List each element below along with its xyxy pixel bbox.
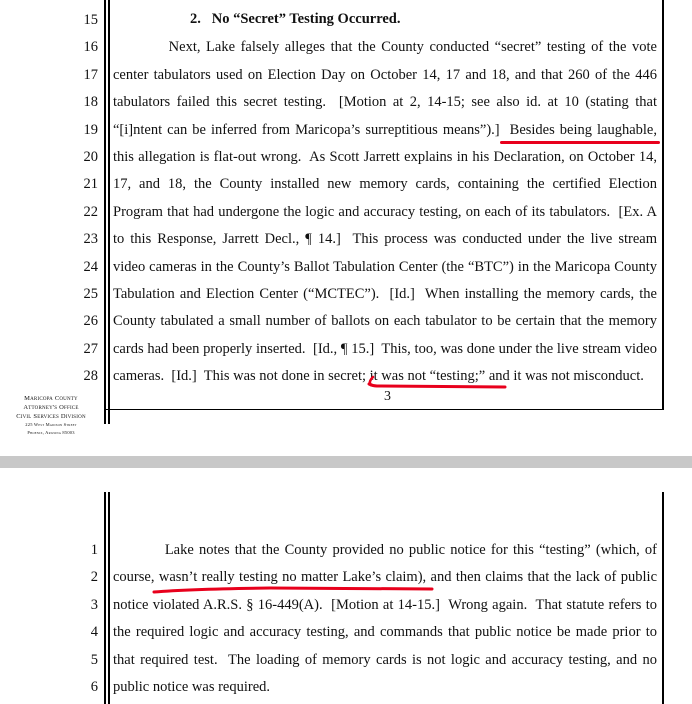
body-text-line: County tabulated a small number of ballots on each tabulator to be certain that the memory (113, 313, 657, 330)
line-number: 19 (83, 121, 98, 138)
left-margin-rule-outer (104, 0, 106, 424)
office-footer (6, 394, 96, 437)
footer-line: 225 West Madison Street (25, 422, 77, 427)
page-separator (0, 456, 692, 468)
line-number: 22 (83, 203, 98, 220)
footer-line: Maricopa County (24, 395, 78, 402)
left-margin-rule-inner (108, 492, 110, 704)
body-text-line: cards had been properly inserted. [Id., ¶ 15.] This, too, was done under the live stream video (113, 340, 657, 357)
line-number: 28 (83, 368, 98, 385)
line-number: 23 (83, 231, 98, 248)
line-number: 20 (83, 149, 98, 165)
line-number: 4 (90, 624, 98, 641)
line-number: 16 (83, 39, 98, 56)
body-text-line: notice violated A.R.S. § 16-449(A). [Motion at 14-15.] Wrong again. That statute refers to (113, 596, 657, 613)
line-number: 1 (90, 542, 98, 558)
line-number: 15 (83, 12, 98, 28)
body-text-line: “[i]ntent can be inferred from Maricopa’s surreptitious means”).] Besides being laughable, (113, 121, 657, 138)
body-text-line: tabulators failed this secret testing. [Motion at 2, 14-15; see also id. at 10 (stating that (113, 94, 657, 111)
line-number: 21 (83, 176, 98, 193)
footer-line: Phoenix, Arizona 85003 (27, 430, 75, 435)
document-page-bottom (0, 468, 692, 704)
line-number: 17 (83, 66, 98, 83)
line-number: 2 (90, 569, 98, 586)
body-text-line: to this Response, Jarrett Decl., ¶ 14.] This process was conducted under the live stream (113, 231, 657, 248)
body-text-line: Program that had undergone the logic and accuracy testing, on each of its tabulators. [Ex. A (113, 203, 657, 220)
footer-line: Attorney's Office (23, 404, 79, 411)
body-text-line: cameras. [Id.] This was not done in secret; it was not “testing;” and it was not misconduct. (113, 368, 644, 385)
body-text-line: that required test. The loading of memory cards is not logic and accuracy testing, and no (113, 651, 657, 668)
line-number: 25 (83, 286, 98, 302)
red-underline-annotation (150, 584, 440, 598)
line-number: 27 (83, 340, 98, 357)
left-margin-rule-outer (104, 492, 106, 704)
line-number: 26 (83, 313, 98, 330)
line-number: 5 (90, 651, 98, 668)
body-text-line: this allegation is flat-out wrong. As Scott Jarrett explains in his Declaration, on October 14, (113, 149, 657, 165)
right-margin-rule (662, 0, 664, 410)
red-underline-annotation (500, 141, 660, 144)
body-text-line: Lake notes that the County provided no public notice for this “testing” (which, of (113, 542, 657, 558)
right-margin-rule (662, 492, 664, 704)
section-heading: 2. No “Secret” Testing Occurred. (190, 11, 401, 27)
body-text-line: center tabulators used on Election Day on October 14, 17 and 18, and that 260 of the 446 (113, 66, 657, 83)
footer-line: Civil Services Division (16, 413, 86, 420)
body-text-line: Tabulation and Election Center (“MCTEC”). [Id.] When installing the memory cards, the (113, 286, 657, 302)
body-text-line: video cameras in the County’s Ballot Tabulation Center (the “BTC”) in the Maricopa County (113, 258, 657, 275)
body-text-line: course, wasn’t really testing no matter Lake’s claim), and then claims that the lack of public (113, 569, 657, 586)
red-underline-annotation (365, 374, 515, 394)
line-number: 6 (90, 679, 98, 695)
body-text-line: Next, Lake falsely alleges that the County conducted “secret” testing of the vote (113, 39, 657, 56)
line-number: 3 (90, 596, 98, 613)
body-text-line: public notice was required. (113, 679, 271, 695)
page-number: 3 (384, 389, 391, 404)
left-margin-rule-inner (108, 0, 110, 424)
body-text-line: 17, and 18, the County installed new memory cards, containing the certified Election (113, 176, 657, 193)
line-number: 18 (83, 94, 98, 111)
line-number: 24 (83, 258, 98, 275)
body-text-line: the required logic and accuracy testing, and commands that public notice be made prior to (113, 624, 657, 641)
page-bottom-rule (104, 409, 663, 410)
